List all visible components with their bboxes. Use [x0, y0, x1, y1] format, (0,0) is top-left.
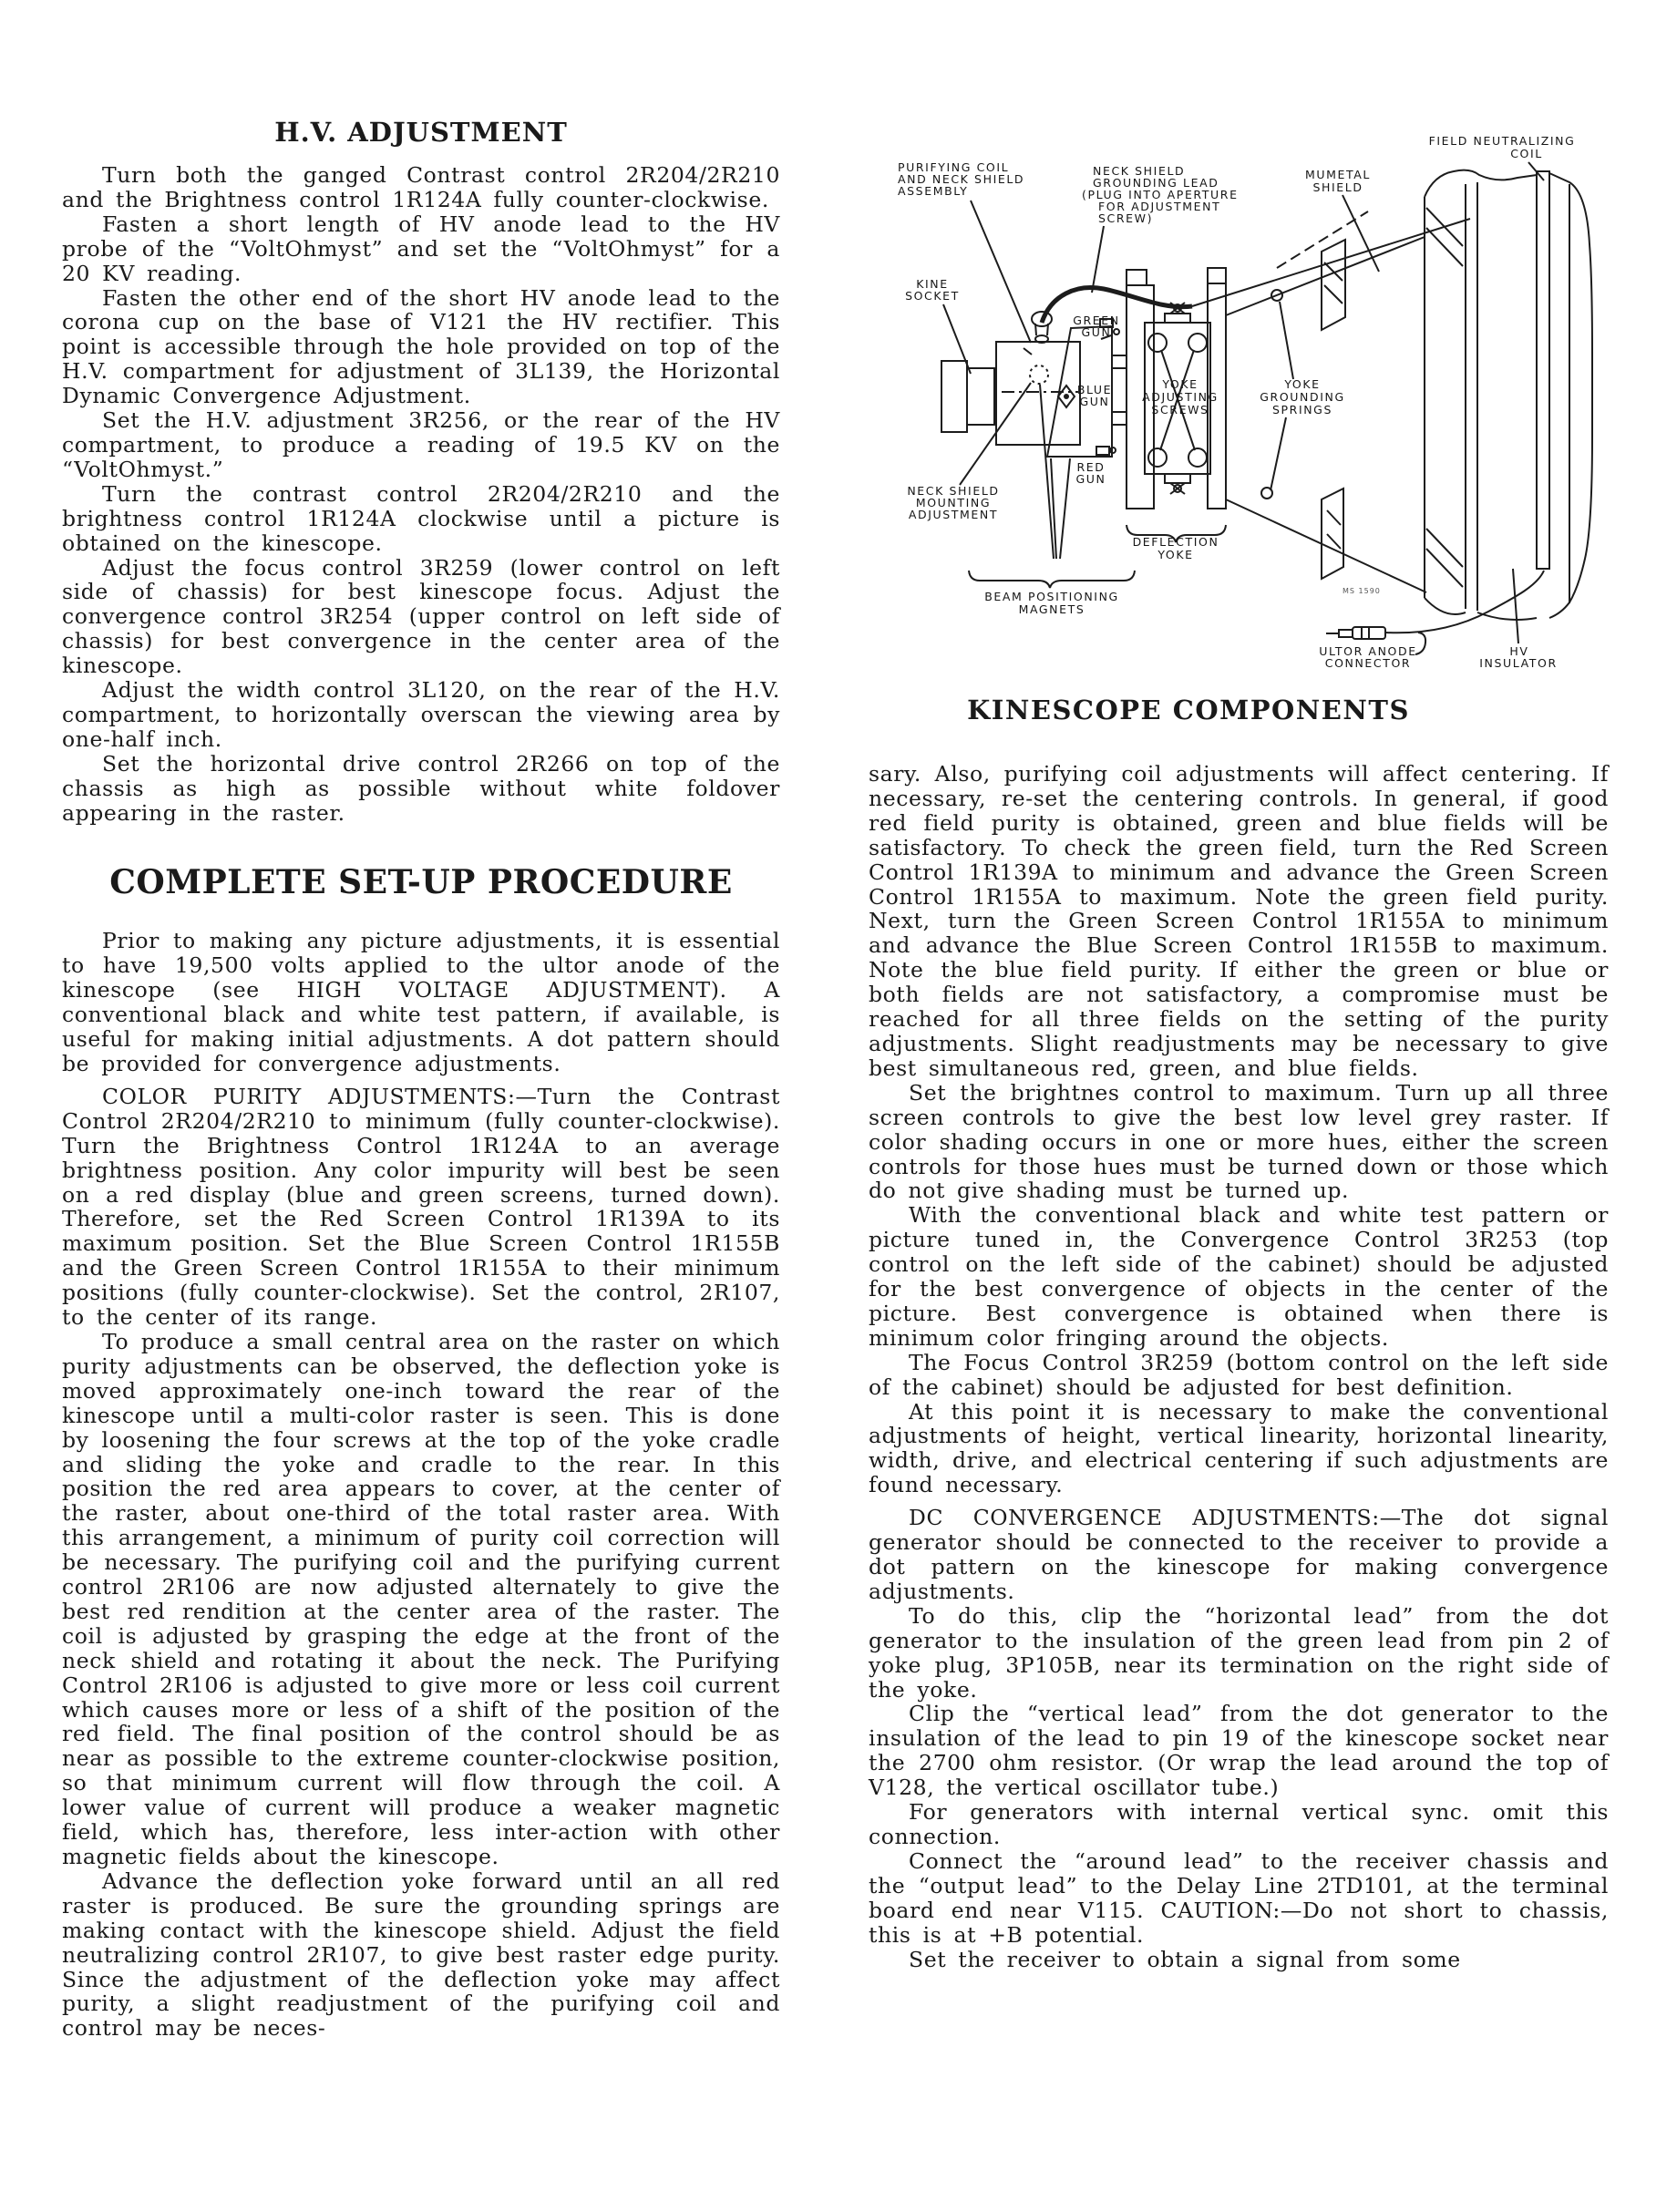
- paragraph: Adjust the focus control 3R259 (lower control on left side of chassis) for best kinescope focus. Adjust the convergence control 3R254 (upper control on left side of chassis) for best convergence in the center area of the kinescope.: [62, 554, 780, 679]
- diagram-label-hv-insulator: HV: [1509, 644, 1529, 658]
- diagram-label-neck-shield-grounding-lead: FOR ADJUSTMENT: [1098, 200, 1221, 213]
- paragraph: Advance the deflection yoke forward until an all red raster is produced. Be sure the grounding springs are making contact with the kinescope shield. Adjust the field neutralizing control 2R107, to give best raster edge purity. Since the adjustment of the deflection yoke may affect purity, a slight readjustment of the purifying coil and control may be neces-: [62, 1867, 780, 2042]
- diagram-label-green-gun: GUN: [1081, 325, 1112, 339]
- section-heading-hv-adjustment: H.V. ADJUSTMENT: [274, 117, 568, 148]
- diagram-label-field-neutralizing-coil: FIELD NEUTRALIZING: [1428, 134, 1576, 148]
- diagram-label-beam-positioning-magnets: MAGNETS: [1018, 602, 1085, 616]
- paragraph: For generators with internal vertical sync. omit this connection.: [869, 1799, 1609, 1849]
- paragraph: Fasten a short length of HV anode lead to the HV probe of the “VoltOhmyst” and set the “VoltOhmyst” for a 20 KV reading.: [62, 211, 780, 286]
- paragraph: Fasten the other end of the short HV anode lead to the corona cup on the base of V121 the HV rectifier. This point is accessible through the hole provided on top of the H.V. compartment for adjustment of 3L139, the Horizontal Dynamic Convergence Adjustment.: [62, 284, 780, 409]
- diagram-label-hv-insulator: INSULATOR: [1479, 656, 1558, 670]
- paragraph: Set the H.V. adjustment 3R256, or the rear of the HV compartment, to produce a reading of 19.5 KV on the “VoltOhmyst.”: [62, 407, 780, 482]
- paragraph: Clip the “vertical lead” from the dot generator to the insulation of the lead to pin 19 of the kinescope socket near the 2700 ohm resistor. (Or wrap the lead around the top of V128, the vertical oscillator tube.): [869, 1701, 1609, 1801]
- paragraph-dc-convergence: DC CONVERGENCE ADJUSTMENTS:—The dot signal generator should be connected to the receiver to provide a dot pattern on the kinescope for making convergence adjustments.: [869, 1505, 1609, 1604]
- paragraph: To do this, clip the “horizontal lead” from the dot generator to the insulation of the green lead from pin 2 of yoke plug, 3P105B, near its termination on the right side of the yoke.: [869, 1602, 1609, 1703]
- paragraph: Connect the “around lead” to the receiver chassis and the “output lead” to the Delay Line 2TD101, at the terminal board end near V115. CAUTION:—Do not short to chassis, this is at +B potential.: [869, 1847, 1609, 1948]
- paragraph-color-purity: COLOR PURITY ADJUSTMENTS:—Turn the Contrast Control 2R204/2R210 to minimum (fully counter-clockwise). Turn the Brightness Control 1R124A to an average brightness position. Any color impurity will best be seen on a red display (blue and green screens, turned down). Therefore, set the Red Screen Control 1R139A to its maximum position. Set the Blue Screen Control 1R155B and the Green Screen Control 1R155A to their minimum positions (fully counter-clockwise). Set the control, 2R107, to the center of its range.: [62, 1083, 780, 1331]
- paragraph: At this point it is necessary to make the conventional adjustments of height, vertical linearity, horizontal linearity, width, drive, and electrical centering if such adjustments are found necessary.: [869, 1398, 1609, 1498]
- paragraph: With the conventional black and white test pattern or picture tuned in, the Convergence Control 3R253 (top control on the left side of the cabinet) should be adjusted for the best convergence of objects in the center of the picture. Best convergence is obtained when there is minimum color fringing around the objects.: [869, 1202, 1609, 1351]
- kinescope-diagram: [869, 117, 1609, 682]
- diagram-label-purifying-coil: PURIFYING COIL: [898, 160, 1010, 174]
- ultor-anode-connector-shape: [1326, 571, 1544, 654]
- paragraph: Turn the contrast control 2R204/2R210 and the brightness control 1R124A clockwise until a picture is obtained on the kinescope.: [62, 480, 780, 556]
- paragraph: Adjust the width control 3L120, on the rear of the H.V. compartment, to horizontally overscan the viewing area by one-half inch.: [62, 677, 780, 752]
- right-column-text: [869, 762, 1609, 1971]
- diagram-part-number: MS 1590: [1343, 587, 1381, 595]
- paragraph: The Focus Control 3R259 (bottom control on the left side of the cabinet) should be adjusted for best definition.: [869, 1349, 1609, 1400]
- diagram-label-ultor-anode-connector: ULTOR ANODE: [1319, 644, 1417, 658]
- diagram-label-deflection-yoke: YOKE: [1157, 548, 1194, 561]
- diagram-label-mumetal-shield: MUMETAL: [1305, 168, 1371, 181]
- diagram-label-field-neutralizing-coil: COIL: [1510, 147, 1543, 160]
- purifying-coil-assembly-shape: [996, 312, 1080, 445]
- paragraph: To produce a small central area on the raster on which purity adjustments can be observed, the deflection yoke is moved approximately one-inch toward the rear of the kinescope until a multi-color raster is seen. This is done by loosening the four screws at the top of the yoke cradle and sliding the yoke and cradle to the rear. In this position the red area appears to cover, at the center of the raster, about one-third of the total raster area. With this arrangement, a minimum of purity coil correction will be necessary. The purifying coil and the purifying current control 2R106 are now adjusted alternately to give the best red rendition at the center area of the raster. The coil is adjusted by grasping the edge at the front of the neck shield and rotating it about the neck. The Purifying Control 2R106 is adjusted to give more or less coil current which causes more or less of a shift of the position of the red field. The final position of the control should be as near as possible to the extreme counter-clockwise position, so that minimum current will flow through the coil. A lower value of current will produce a weaker magnetic field, which has, therefore, less inter-action with other magnetic fields about the kinescope.: [62, 1328, 780, 1869]
- diagram-label-neck-shield-mounting: ADJUSTMENT: [908, 508, 999, 521]
- diagram-label-yoke-grounding-springs: YOKE: [1284, 377, 1321, 391]
- diagram-label-red-gun: GUN: [1075, 472, 1106, 486]
- paragraph: Turn both the ganged Contrast control 2R204/2R210 and the Brightness control 1R124A fully counter-clockwise.: [62, 162, 780, 212]
- diagram-label-neck-shield-mounting: NECK SHIELD: [907, 484, 1000, 498]
- diagram-label-kine-socket: KINE: [916, 277, 949, 291]
- diagram-label-ultor-anode-connector: CONNECTOR: [1324, 656, 1412, 670]
- diagram-label-red-gun: RED: [1076, 460, 1106, 474]
- right-column: [869, 117, 1609, 1971]
- paragraph: Prior to making any picture adjustments, it is essential to have 19,500 volts applied to the ultor anode of the kinescope (see HIGH VOLTAGE ADJUSTMENT). A conventional black and white test pattern, if available, is useful for making initial adjustments. A dot pattern should be provided for convergence adjustments.: [62, 928, 780, 1076]
- paragraph: Set the receiver to obtain a signal from some: [909, 1946, 1461, 1972]
- diagram-label-purifying-coil: ASSEMBLY: [898, 184, 969, 198]
- diagram-label-yoke-grounding-springs: SPRINGS: [1271, 403, 1333, 417]
- diagram-label-beam-positioning-magnets: BEAM POSITIONING: [984, 590, 1119, 603]
- diagram-label-yoke-adjusting-screws: ADJUSTING: [1142, 390, 1219, 404]
- diagram-label-blue-gun: BLUE: [1076, 383, 1113, 396]
- diagram-caption: KINESCOPE COMPONENTS: [967, 694, 1410, 725]
- diagram-label-green-gun: GREEN: [1073, 314, 1120, 327]
- leader-lines: [943, 162, 1544, 643]
- diagram-label-mumetal-shield: SHIELD: [1312, 180, 1363, 194]
- crt-bell-shape: [1425, 170, 1592, 620]
- diagram-label-neck-shield-grounding-lead: (PLUG INTO APERTURE: [1082, 188, 1239, 201]
- left-column: [62, 117, 780, 2041]
- diagram-label-neck-shield-grounding-lead: GROUNDING LEAD: [1093, 176, 1219, 190]
- diagram-label-yoke-grounding-springs: GROUNDING: [1260, 390, 1345, 404]
- section-heading-complete-setup: COMPLETE SET-UP PROCEDURE: [109, 863, 733, 902]
- field-neutralizing-coil-bar: [1537, 171, 1549, 569]
- paragraph: Set the brightnes control to maximum. Turn up all three screen controls to give the best low level grey raster. If color shading occurs in one or more hues, either the screen controls for those hues must be turned down or those which do not give shading must be turned up.: [869, 1079, 1609, 1204]
- diagram-label-purifying-coil: AND NECK SHIELD: [898, 172, 1025, 186]
- paragraph: Set the horizontal drive control 2R266 on top of the chassis as high as possible without white foldover appearing in the raster.: [62, 750, 780, 826]
- diagram-label-yoke-adjusting-screws: SCREWS: [1151, 403, 1209, 417]
- diagram-label-neck-shield-grounding-lead: SCREW): [1098, 211, 1154, 225]
- diagram-label-neck-shield-grounding-lead: NECK SHIELD: [1093, 164, 1186, 178]
- kine-socket-shape: [941, 361, 994, 432]
- diagram-label-neck-shield-mounting: MOUNTING: [915, 496, 992, 509]
- diagram-label-kine-socket: SOCKET: [905, 289, 960, 303]
- diagram-label-deflection-yoke: DEFLECTION: [1132, 535, 1219, 549]
- diagram-label-yoke-adjusting-screws: YOKE: [1162, 377, 1199, 391]
- paragraph-continuation: sary. Also, purifying coil adjustments will affect centering. If necessary, re-set the centering controls. In general, if good red field purity is obtained, green and blue fields will be satisfactory. To check the green field, turn the Red Screen Control 1R139A to minimum and advance the Green Screen Control 1R155A to maximum. Note the green field purity. Next, turn the Green Screen Control 1R155A to minimum and advance the Blue Screen Control 1R155B to maximum. Note the blue field purity. If either the green or blue or both fields are not satisfactory, a compromise must be reached for all three fields on the setting of the purity adjustments. Slight readjustments may be necessary to give best simultaneous red, green, and blue fields.: [869, 761, 1609, 1081]
- diagram-label-blue-gun: GUN: [1079, 395, 1110, 408]
